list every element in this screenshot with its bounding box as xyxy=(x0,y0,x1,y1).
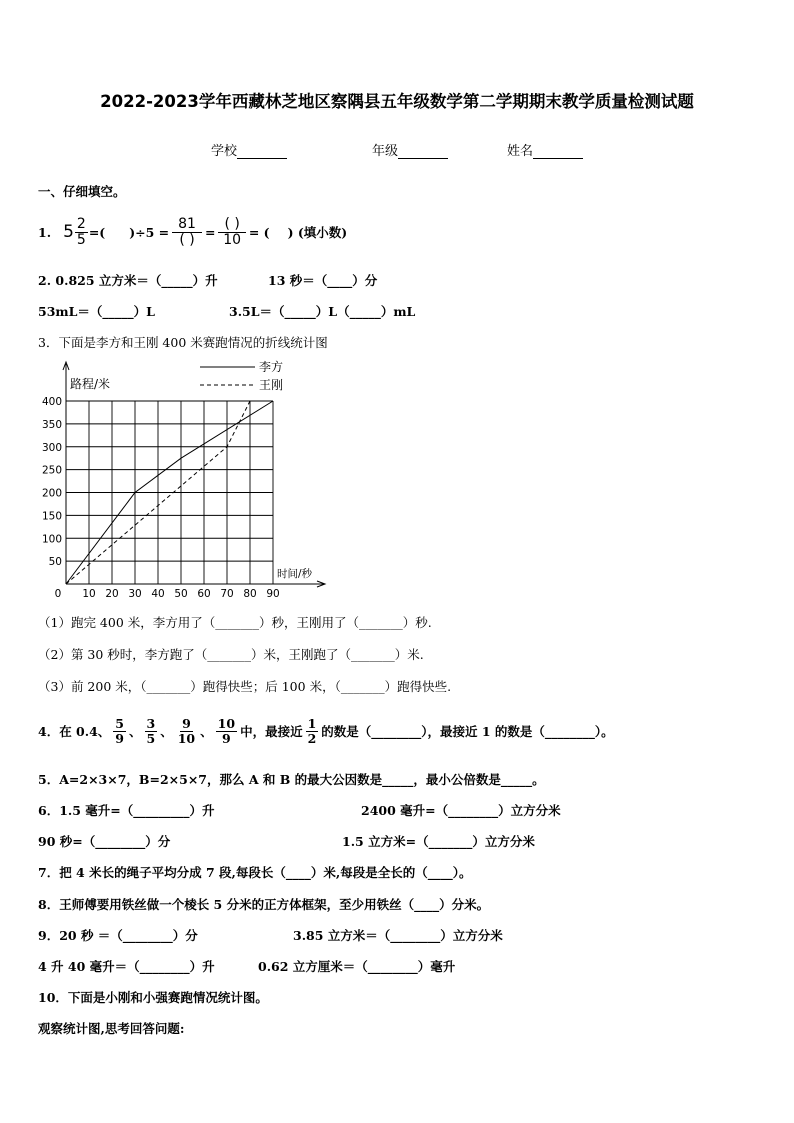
q1-text-2: )÷5 = xyxy=(129,224,170,240)
line-chart xyxy=(40,358,340,604)
y-tick-label: 100 xyxy=(41,533,62,546)
q1-f3-den: 10 xyxy=(223,231,242,248)
q1-fraction-1 xyxy=(75,217,88,247)
q1-text-4: = ( xyxy=(248,224,270,240)
x-tick-label: 70 xyxy=(220,588,234,600)
q4-f5-num: 1 xyxy=(307,716,317,732)
question-4 xyxy=(38,710,614,752)
q9-part-a: 9．20 秒 ＝（________）分 xyxy=(38,928,198,943)
name-field xyxy=(507,140,583,159)
q1-whole: 5 xyxy=(63,222,74,242)
q3-sub-2: （2）第 30 秒时，李方跑了（_______）米，王刚跑了（_______）米. xyxy=(38,647,424,662)
chart-ticks xyxy=(42,376,313,600)
x-tick-label: 50 xyxy=(174,588,188,600)
q4-f2-den: 5 xyxy=(146,730,156,746)
name-blank[interactable] xyxy=(533,146,583,159)
question-7: 7．把 4 米长的绳子平均分成 7 段,每段长（____）米,每段是全长的（____）。 xyxy=(38,865,472,880)
x-axis-label: 时间/秒 xyxy=(277,568,313,580)
q6-part-c: 90 秒=（________）分 xyxy=(38,834,171,849)
q4-f1-den: 9 xyxy=(115,730,124,746)
q6-part-d: 1.5 立方米=（_______）立方分米 xyxy=(342,834,535,849)
q6-part-b: 2400 毫升=（________）立方分米 xyxy=(361,803,561,818)
school-field xyxy=(211,140,287,159)
q4-sep-1: 、 xyxy=(129,724,142,739)
q9-part-d: 0.62 立方厘米＝（________）毫升 xyxy=(258,959,456,974)
q2-part-a: 2. 0.825 立方米＝（_____）升 xyxy=(38,273,218,288)
q2-part-d: 3.5L＝（_____）L（_____）mL xyxy=(229,304,416,319)
q4-fraction-2 xyxy=(145,717,158,744)
chart-grid xyxy=(66,401,273,584)
q1-f3-num: ( ) xyxy=(218,217,245,233)
q3-sub-3: （3）前 200 米，（_______）跑得快些；后 100 米，（_______）跑得快些. xyxy=(38,679,452,694)
page-title: 2022-2023学年西藏林芝地区察隅县五年级数学第二学期期末教学质量检测试题 xyxy=(100,92,694,111)
question-1 xyxy=(38,212,347,252)
school-label: 学校 xyxy=(211,144,238,159)
q4-fraction-4 xyxy=(216,717,237,744)
x-tick-label: 90 xyxy=(266,588,280,600)
y-tick-label: 200 xyxy=(41,487,62,500)
chart-legend xyxy=(200,359,283,392)
q10-prompt: 观察统计图,思考回答问题: xyxy=(38,1021,185,1036)
q4-f4-num: 10 xyxy=(217,716,236,732)
grade-field xyxy=(372,140,448,159)
q1-f2-den: ( ) xyxy=(179,231,195,248)
q4-text-3: 的数是（________），最接近 1 的数是（________）。 xyxy=(321,724,614,739)
q3-sub-1: （1）跑完 400 米，李方用了（_______）秒，王刚用了（_______）秒. xyxy=(38,615,432,630)
question-5: 5．A=2×3×7，B=2×5×7，那么 A 和 B 的最大公因数是_____，最小公倍数是_____。 xyxy=(38,772,545,787)
x-tick-label: 30 xyxy=(128,588,142,600)
x-tick-label: 80 xyxy=(243,588,257,600)
y-tick-label: 400 xyxy=(41,396,62,408)
question-8: 8．王师傅要用铁丝做一个棱长 5 分米的正方体框架，至少用铁丝（____）分米。 xyxy=(38,897,490,912)
y-tick-label: 250 xyxy=(41,464,62,477)
q4-sep-2: 、 xyxy=(160,724,173,739)
q4-f4-den: 9 xyxy=(222,730,231,746)
school-blank[interactable] xyxy=(237,146,287,159)
y-tick-label: 350 xyxy=(41,418,62,431)
q4-f1-num: 5 xyxy=(115,716,124,732)
q1-f1-num: 2 xyxy=(76,215,86,232)
q2-part-c: 53mL＝（_____）L xyxy=(38,304,155,319)
x-tick-label: 20 xyxy=(105,588,119,600)
grade-blank[interactable] xyxy=(398,146,448,159)
grade-label: 年级 xyxy=(372,144,399,159)
q4-f5-den: 2 xyxy=(307,730,317,746)
q4-f3-num: 9 xyxy=(182,716,191,732)
x-tick-label: 40 xyxy=(151,588,165,600)
q4-fraction-1 xyxy=(113,717,126,744)
y-tick-label: 50 xyxy=(48,556,62,569)
q9-part-b: 3.85 立方米＝（________）立方分米 xyxy=(293,928,503,943)
q1-fraction-2 xyxy=(172,217,202,247)
y-tick-label: 150 xyxy=(41,510,62,523)
legend-label: 王刚 xyxy=(259,378,284,392)
legend-label: 李方 xyxy=(259,360,284,374)
q4-sep-3: 、 xyxy=(200,724,213,739)
q4-text-1: 4．在 0.4、 xyxy=(38,724,111,739)
q10-intro: 10．下面是小刚和小强赛跑情况统计图。 xyxy=(38,990,268,1005)
y-tick-label: 300 xyxy=(41,441,62,454)
q1-text-3: = xyxy=(204,224,216,240)
q4-text-2: 中，最接近 xyxy=(240,724,303,739)
q4-f3-den: 10 xyxy=(177,730,196,746)
q1-f1-den: 5 xyxy=(76,231,86,248)
q1-text-5: ) (填小数) xyxy=(287,225,348,240)
q9-part-c: 4 升 40 毫升＝（________）升 xyxy=(38,959,215,974)
origin-label: 0 xyxy=(54,588,62,600)
x-tick-label: 10 xyxy=(82,588,96,600)
q1-text-1: =( xyxy=(88,224,106,240)
q1-f2-num: 81 xyxy=(172,217,202,233)
q4-fraction-3 xyxy=(176,717,197,744)
q4-f2-num: 3 xyxy=(146,716,156,732)
q1-number: 1. xyxy=(38,224,52,240)
q4-fraction-5 xyxy=(306,717,319,744)
q3-intro: 3．下面是李方和王刚 400 米赛跑情况的折线统计图 xyxy=(38,335,328,350)
q1-fraction-3 xyxy=(218,217,245,247)
section-heading: 一、仔细填空。 xyxy=(38,184,126,199)
q6-part-a: 6．1.5 毫升=（_________）升 xyxy=(38,803,215,818)
x-tick-label: 60 xyxy=(197,588,211,600)
y-axis-label: 路程/米 xyxy=(70,377,111,391)
name-label: 姓名 xyxy=(507,144,534,159)
q2-part-b: 13 秒＝（____）分 xyxy=(268,273,378,288)
